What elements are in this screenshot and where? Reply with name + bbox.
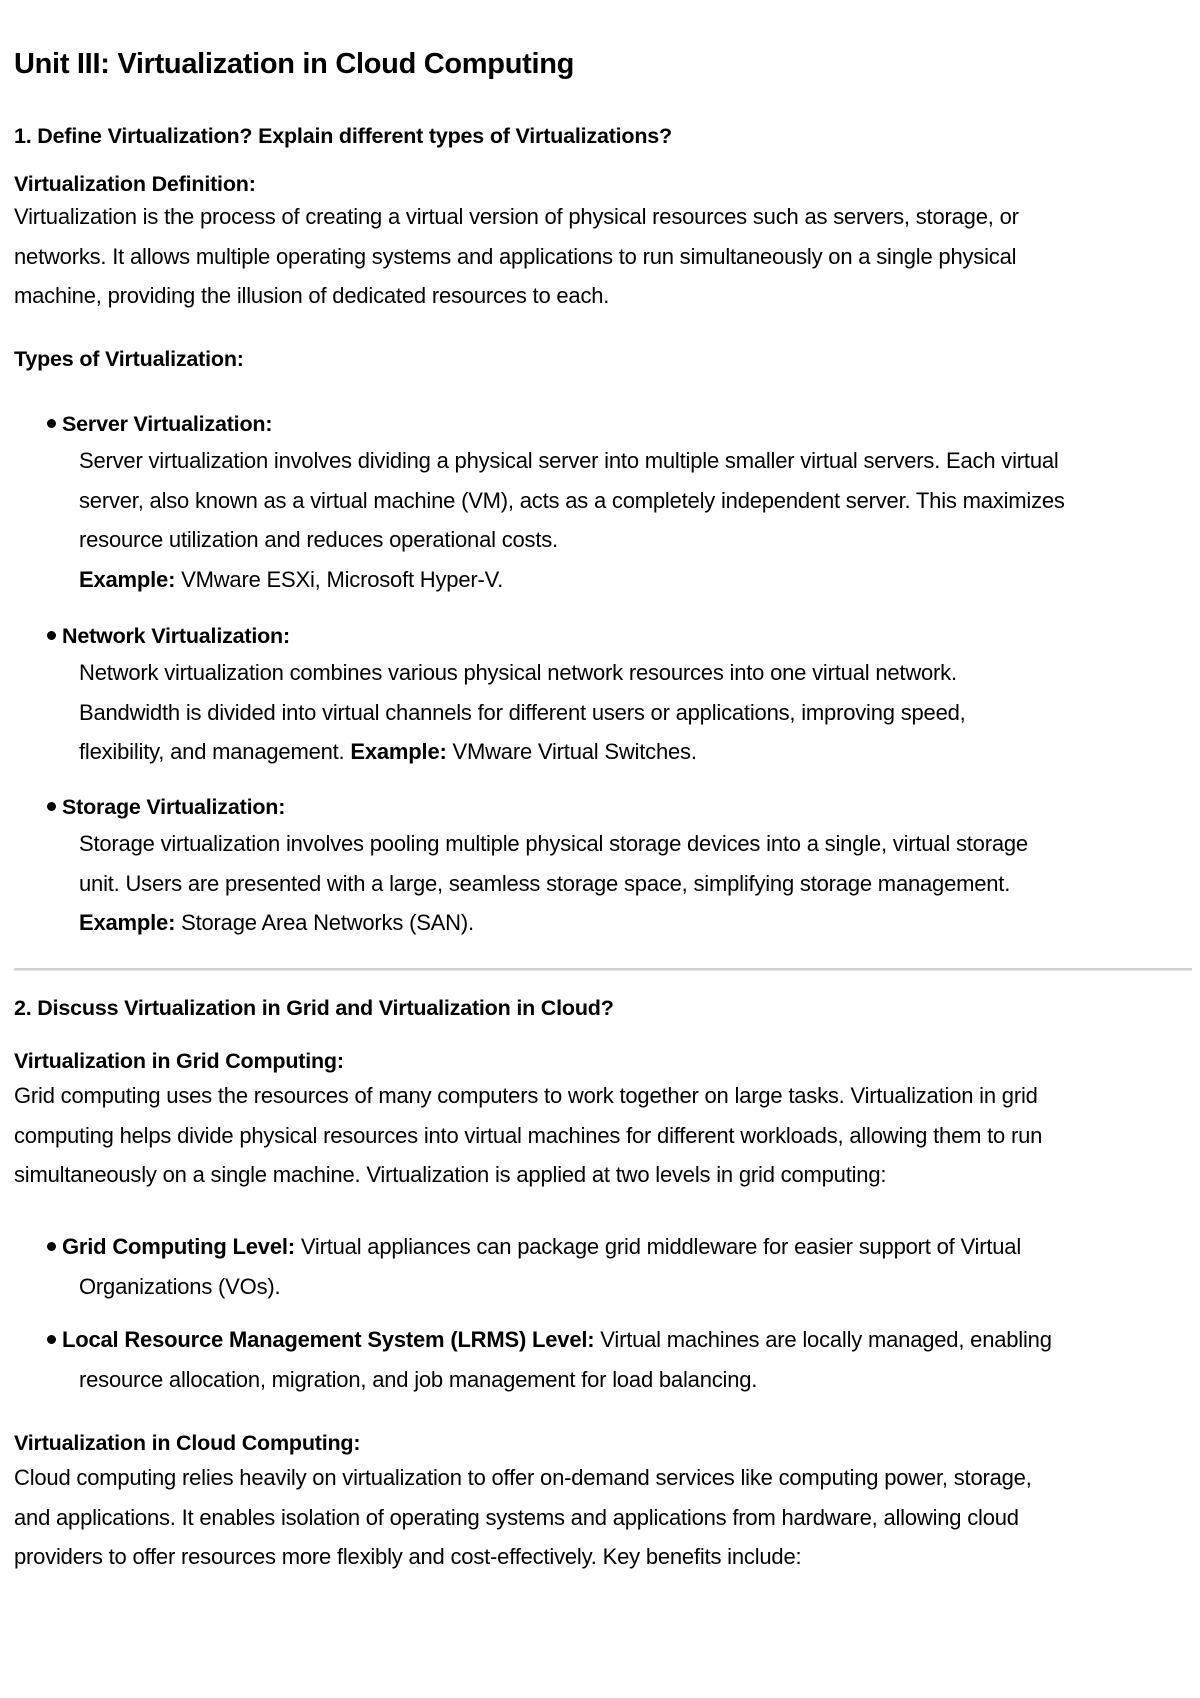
example-line xyxy=(79,903,1194,943)
definition-paragraph xyxy=(14,197,1190,316)
text-line: server, also known as a virtual machine (VM), acts as a completely independent server. This maximizes xyxy=(79,487,1065,513)
text-line: computing helps divide physical resources into virtual machines for different workloads, allowing them to run xyxy=(14,1122,1043,1148)
bullet-label: Storage Virtualization: xyxy=(62,795,286,819)
server-virtualization-body xyxy=(79,441,1194,599)
cloud-paragraph xyxy=(14,1458,1190,1577)
bullet-icon xyxy=(47,1335,56,1344)
definition-heading: Virtualization Definition: xyxy=(14,172,256,196)
example-line xyxy=(79,560,1194,600)
text-line: Storage virtualization involves pooling multiple physical storage devices into a single, virtual storage xyxy=(79,831,1028,856)
bullet-line xyxy=(47,1320,1190,1360)
grid-level-bullet xyxy=(47,1227,1190,1306)
example-label: Example: xyxy=(79,566,176,592)
text-line: machine, providing the illusion of dedicated resources to each. xyxy=(14,283,610,308)
example-text: VMware ESXi, Microsoft Hyper-V. xyxy=(175,566,503,592)
horizontal-divider xyxy=(14,968,1192,971)
text-line: simultaneously on a single machine. Virtualization is applied at two levels in grid computing: xyxy=(14,1162,887,1187)
text-line: unit. Users are presented with a large, seamless storage space, simplifying storage management. xyxy=(79,870,1011,896)
cloud-heading: Virtualization in Cloud Computing: xyxy=(14,1431,361,1455)
text-line xyxy=(79,732,1194,772)
text-line: Bandwidth is divided into virtual channels for different users or applications, improving speed, xyxy=(79,699,966,725)
example-text: Storage Area Networks (SAN). xyxy=(175,910,474,935)
bullet-text: Virtual machines are locally managed, enabling xyxy=(594,1327,1052,1352)
lrms-level-bullet xyxy=(47,1320,1190,1399)
text-line: Network virtualization combines various physical network resources into one virtual network. xyxy=(79,660,957,685)
page-title: Unit III: Virtualization in Cloud Computing xyxy=(14,48,575,80)
text-line: and applications. It enables isolation of operating systems and applications from hardware, allowing cloud xyxy=(14,1504,1019,1530)
server-virtualization-heading xyxy=(47,412,272,437)
example-label: Example: xyxy=(79,910,176,935)
question-2-heading: 2. Discuss Virtualization in Grid and Virtualization in Cloud? xyxy=(14,996,614,1020)
question-1-heading: 1. Define Virtualization? Explain different types of Virtualizations? xyxy=(14,124,672,148)
example-text: VMware Virtual Switches. xyxy=(446,739,697,764)
text-line: Virtualization is the process of creating a virtual version of physical resources such as servers, storage, or xyxy=(14,204,1019,229)
bullet-label: Local Resource Management System (LRMS) Level: xyxy=(62,1327,595,1352)
types-heading: Types of Virtualization: xyxy=(14,347,244,371)
bullet-continuation: Organizations (VOs). xyxy=(79,1273,281,1299)
bullet-continuation: resource allocation, migration, and job management for load balancing. xyxy=(79,1366,758,1392)
storage-virtualization-heading xyxy=(47,795,285,820)
bullet-label: Grid Computing Level: xyxy=(62,1234,295,1259)
bullet-label: Server Virtualization: xyxy=(62,412,273,436)
network-virtualization-body xyxy=(79,653,1194,772)
network-virtualization-heading xyxy=(47,624,290,649)
bullet-line xyxy=(47,1227,1190,1267)
text-line: Server virtualization involves dividing a physical server into multiple smaller virtual servers. Each virtual xyxy=(79,448,1059,473)
bullet-icon xyxy=(47,631,56,640)
storage-virtualization-body xyxy=(79,824,1194,943)
text-line: Grid computing uses the resources of many computers to work together on large tasks. Virtualization in grid xyxy=(14,1083,1038,1108)
example-label: Example: xyxy=(350,739,447,764)
bullet-icon xyxy=(47,1242,56,1251)
bullet-label: Network Virtualization: xyxy=(62,624,290,648)
bullet-text: Virtual appliances can package grid middleware for easier support of Virtual xyxy=(294,1234,1022,1259)
text-line: resource utilization and reduces operational costs. xyxy=(79,527,558,552)
grid-paragraph xyxy=(14,1076,1190,1195)
text-line: networks. It allows multiple operating systems and applications to run simultaneously on a single physical xyxy=(14,243,1017,269)
text-fragment: flexibility, and management. xyxy=(79,739,351,764)
grid-heading: Virtualization in Grid Computing: xyxy=(14,1049,344,1073)
text-line: providers to offer resources more flexibly and cost-effectively. Key benefits include: xyxy=(14,1544,802,1569)
text-line: Cloud computing relies heavily on virtualization to offer on-demand services like computing power, storage, xyxy=(14,1465,1032,1490)
bullet-icon xyxy=(47,802,56,811)
bullet-icon xyxy=(47,419,56,428)
